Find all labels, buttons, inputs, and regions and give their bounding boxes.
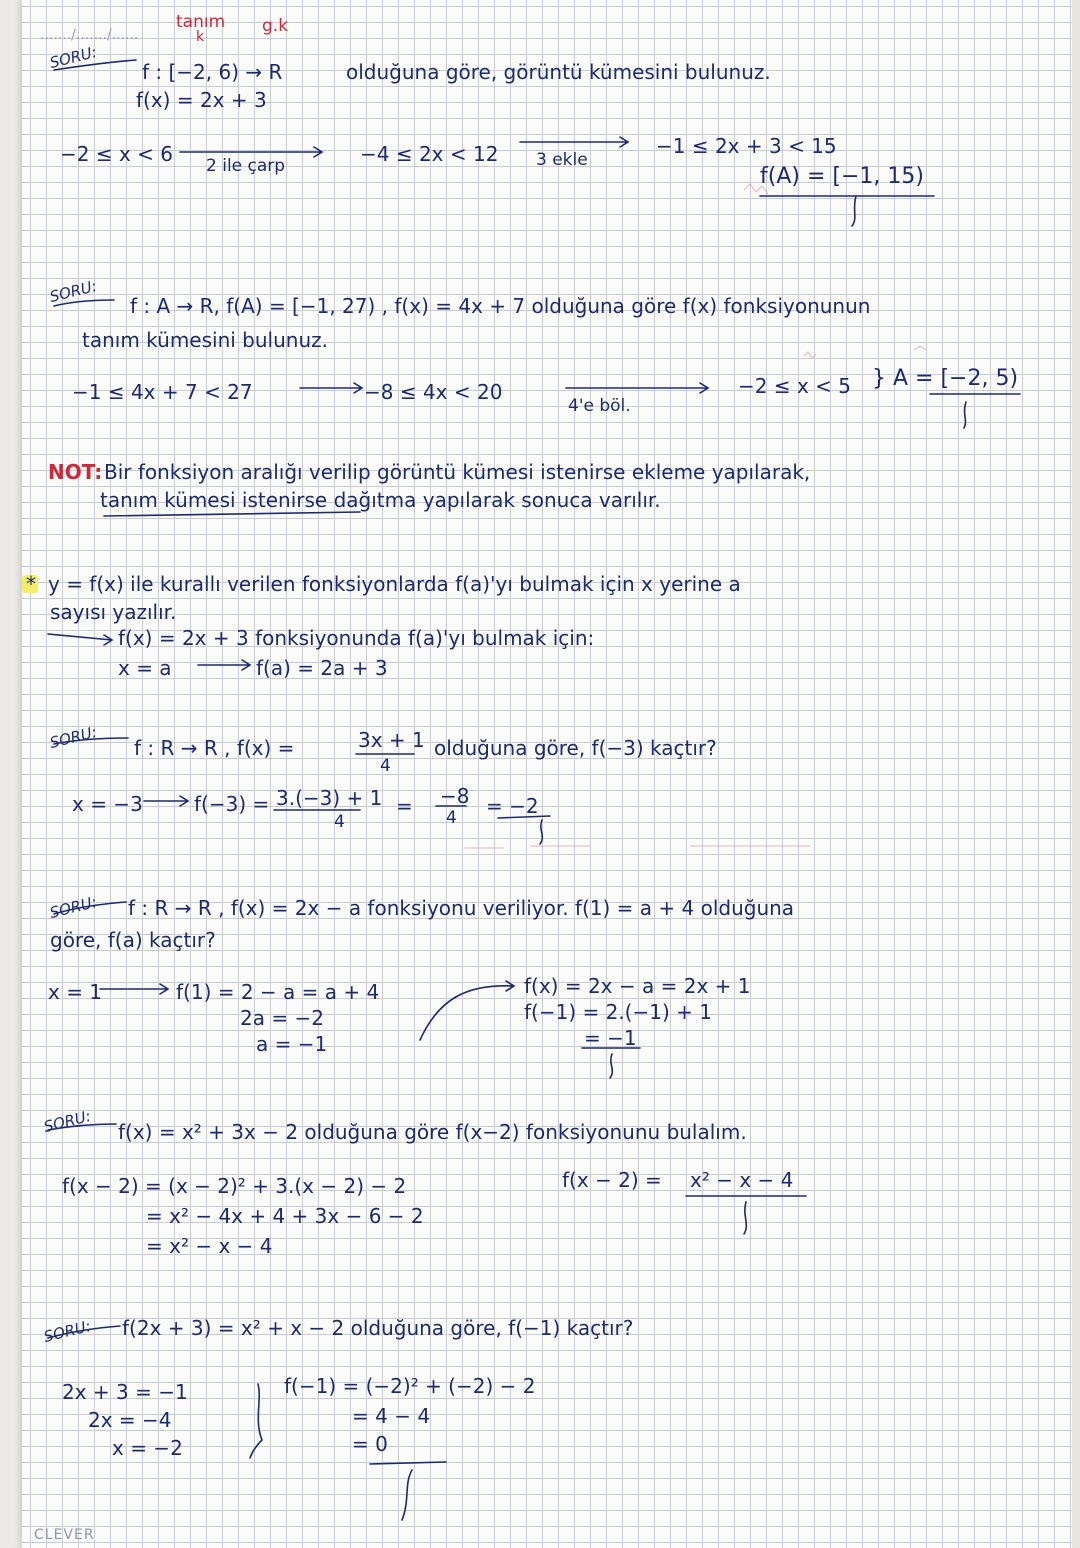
q6-result3: = 0 [352, 1432, 388, 1456]
q4-result2: f(−1) = 2.(−1) + 1 [524, 1000, 712, 1024]
q4-result3: = −1 [584, 1026, 637, 1050]
q3-numerator2: 3.(−3) + 1 [276, 786, 383, 810]
q6-result2: = 4 − 4 [352, 1404, 431, 1428]
q6-soru-label: SORU: [41, 1316, 93, 1346]
q1-step1-note: 2 ile çarp [206, 156, 286, 176]
q1-step1: −2 ≤ x < 6 [60, 142, 173, 166]
annotation-tanim: tanım [176, 12, 226, 32]
date-field: ......./......./...... [40, 27, 139, 43]
q4-line2: göre, f(a) kaçtır? [50, 928, 216, 952]
q1-soru-label: SORU: [47, 42, 99, 72]
q5-step1: f(x − 2) = (x − 2)² + 3.(x − 2) − 2 [62, 1174, 407, 1198]
q2-line1: f : A → R, f(A) = [−1, 27) , f(x) = 4x + 7 olduğuna göre f(x) fonksiyonunun [130, 294, 871, 318]
q6-step3: x = −2 [112, 1436, 183, 1460]
q1-step2: −4 ≤ 2x < 12 [360, 142, 499, 166]
q2-result: } A = [−2, 5) [872, 366, 1019, 391]
q4-step1b: f(1) = 2 − a = a + 4 [176, 980, 380, 1004]
q4-step3: a = −1 [256, 1032, 328, 1056]
q2-step1: −1 ≤ 4x + 7 < 27 [72, 380, 253, 404]
rule-star: * [26, 572, 36, 596]
q4-step1: x = 1 [48, 980, 103, 1004]
q6-line1: f(2x + 3) = x² + x − 2 olduğuna göre, f(−1) kaçtır? [122, 1316, 634, 1340]
q2-step2: −8 ≤ 4x < 20 [364, 380, 503, 404]
q4-line1: f : R → R , f(x) = 2x − a fonksiyonu veriliyor. f(1) = a + 4 olduğuna [128, 896, 795, 920]
q3-denominator2: 4 [334, 812, 345, 832]
note-line1: Bir fonksiyon aralığı verilip görüntü kümesi istenirse ekleme yapılarak, [104, 460, 811, 484]
q6-result1: f(−1) = (−2)² + (−2) − 2 [284, 1374, 536, 1398]
q4-soru-label: SORU: [47, 892, 99, 922]
rule-line1: y = f(x) ile kurallı verilen fonksiyonlarda f(a)'yı bulmak için x yerine a [48, 572, 741, 596]
q3-numerator3: −8 [440, 784, 470, 808]
note-line2: tanım kümesi istenirse dağıtma yapılarak sonuca varılır. [100, 488, 661, 512]
q1-prompt: olduğuna göre, görüntü kümesini bulunuz. [346, 60, 771, 84]
q2-line2: tanım kümesini bulunuz. [82, 328, 328, 352]
q4-step2: 2a = −2 [240, 1006, 324, 1030]
q6-step2: 2x = −4 [88, 1408, 172, 1432]
q3-step1b: f(−3) = [194, 792, 270, 816]
q5-step2: = x² − 4x + 4 + 3x − 6 − 2 [146, 1204, 424, 1228]
rule-line2: sayısı yazılır. [50, 600, 177, 624]
q5-step3: = x² − x − 4 [146, 1234, 273, 1258]
q5-soru-label: SORU: [41, 1106, 93, 1136]
q1-definition: f : [−2, 6) → R [142, 60, 283, 84]
brand-logo: CLEVER [34, 1527, 95, 1543]
q5-result-label: f(x − 2) = [562, 1168, 662, 1192]
rule-line3: f(x) = 2x + 3 fonksiyonunda f(a)'yı bulmak için: [118, 626, 595, 650]
q3-numerator: 3x + 1 [358, 728, 425, 752]
q3-denominator3: 4 [446, 808, 457, 828]
q3-definition: f : R → R , f(x) = [134, 736, 295, 760]
note-label: NOT: [48, 460, 103, 484]
q3-step1: x = −3 [72, 792, 143, 816]
q3-soru-label: SORU: [47, 722, 99, 752]
q3-prompt: olduğuna göre, f(−3) kaçtır? [434, 736, 717, 760]
annotation-tanim-sub: k [196, 29, 205, 45]
rule-line4: x = a [118, 656, 172, 680]
q3-equals: = [396, 794, 413, 818]
annotation-gk: g.k [262, 16, 289, 36]
q1-rule: f(x) = 2x + 3 [136, 88, 267, 112]
q6-step1: 2x + 3 = −1 [62, 1380, 188, 1404]
q1-step2-note: 3 ekle [536, 150, 588, 170]
q3-answer: = −2 [486, 794, 539, 818]
q4-result1: f(x) = 2x − a = 2x + 1 [524, 974, 751, 998]
q2-step2-note: 4'e böl. [568, 396, 631, 416]
q5-line1: f(x) = x² + 3x − 2 olduğuna göre f(x−2) fonksiyonunu bulalım. [118, 1120, 747, 1144]
q2-step3: −2 ≤ x < 5 [738, 374, 851, 398]
q1-result: f(A) = [−1, 15) [760, 164, 924, 189]
q2-soru-label: SORU: [47, 276, 99, 306]
q3-denominator: 4 [380, 756, 391, 776]
rule-line4b: f(a) = 2a + 3 [256, 656, 388, 680]
q5-result: x² − x − 4 [690, 1168, 794, 1192]
q1-step3: −1 ≤ 2x + 3 < 15 [656, 134, 837, 158]
